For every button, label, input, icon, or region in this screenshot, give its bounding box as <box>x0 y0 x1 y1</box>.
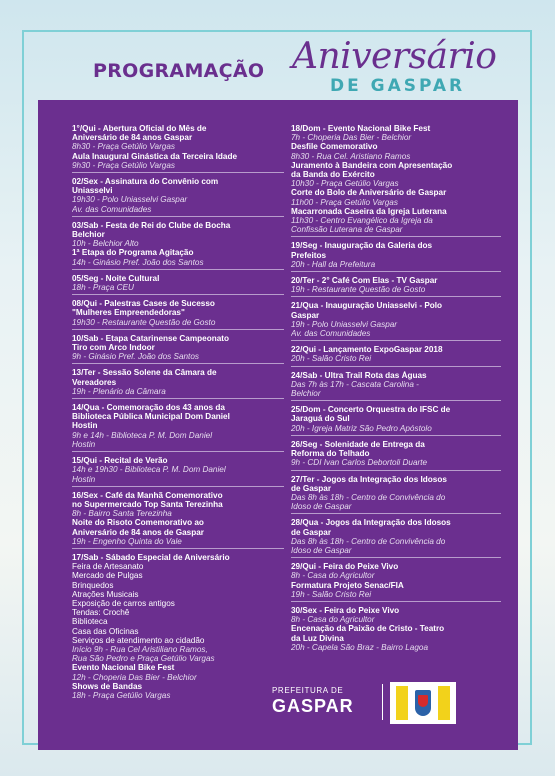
event-detail-line: 9h30 - Praça Getúlio Vargas <box>72 160 176 170</box>
event-detail-line: Das 8h às 18h - Centro de Convivência do <box>291 536 446 546</box>
event-detail-line: 10h - Belchior Alto <box>72 239 139 249</box>
event-title-line: Belchior <box>72 230 105 240</box>
event-item <box>72 334 284 365</box>
event-item <box>291 301 501 341</box>
event-detail-line: Das 8h às 18h - Centro de Convivência do <box>291 492 446 502</box>
event-title-line: Gaspar <box>291 310 320 320</box>
event-detail-line: Início 9h - Rua Cel Aristiliano Ramos, <box>72 644 208 654</box>
event-title-line: Encenação da Paixão de Cristo - Teatro <box>291 624 445 634</box>
event-title-line: de Gaspar <box>291 483 332 493</box>
event-item <box>291 440 501 471</box>
event-item <box>291 124 501 237</box>
event-activity-line: Serviços de atendimento ao cidadão <box>72 635 205 645</box>
footer-logo <box>272 682 472 728</box>
event-title-line: 16/Sex - Café da Manhã Comemorativo <box>72 490 223 500</box>
event-detail-line: 9h - CDI Ivan Carlos Debortoli Duarte <box>291 458 428 468</box>
event-detail-line: 11h00 - Praça Getúlio Vargas <box>291 197 398 207</box>
left-column <box>72 124 284 706</box>
event-title-line: 1ª Etapa do Programa Agitação <box>72 248 194 258</box>
event-title-line: Vereadores <box>72 377 117 387</box>
event-title-line: Biblioteca Pública Municipal Dom Daniel <box>72 412 230 422</box>
event-activity-line: Mercado de Pulgas <box>72 571 143 581</box>
event-activity-line: Casa das Oficinas <box>72 626 139 636</box>
event-detail-line: 9h - Ginásio Pref. João dos Santos <box>72 352 199 362</box>
event-title-line: da Banda do Exército <box>291 170 375 180</box>
event-title-line: 26/Seg - Solenidade de Entrega da <box>291 439 425 449</box>
header <box>0 0 555 100</box>
logo-divider <box>382 684 383 720</box>
prefeitura-label: PREFEITURA DE <box>272 686 344 695</box>
event-title-line: 17/Sab - Sábado Especial de Aniversário <box>72 552 230 562</box>
event-detail-line: Hostin <box>72 439 96 449</box>
event-title-line: 14/Qua - Comemoração dos 43 anos da <box>72 403 225 413</box>
event-item <box>291 405 501 436</box>
event-detail-line: 8h - Bairro Santa Terezinha <box>72 509 172 519</box>
event-detail-line: 11h30 - Centro Evangélico da Igreja da <box>291 216 433 226</box>
event-item <box>72 177 284 217</box>
event-title-line: 02/Sex - Assinatura do Convênio com <box>72 177 219 187</box>
event-title-line: 05/Seg - Noite Cultural <box>72 273 160 283</box>
event-title-line: 20/Ter - 2° Café Com Elas - TV Gaspar <box>291 276 438 286</box>
event-detail-line: 8h30 - Praça Getúlio Vargas <box>72 142 176 152</box>
de-gaspar-title: DE GASPAR <box>330 76 466 96</box>
event-item <box>72 368 284 399</box>
event-activity-line: Biblioteca <box>72 617 108 627</box>
event-title-line: de Gaspar <box>291 527 332 537</box>
event-detail-line: Belchior <box>291 389 321 399</box>
event-title-line: Formatura Projeto Senac/FIA <box>291 580 404 590</box>
event-item <box>291 475 501 515</box>
event-activity-line: Atrações Musicais <box>72 589 139 599</box>
event-item <box>72 403 284 452</box>
event-detail-line: 8h - Casa do Agricultor <box>291 615 375 625</box>
event-detail-line: 19h - Polo Uniasselvi Gaspar <box>291 319 398 329</box>
gaspar-label: GASPAR <box>272 696 354 716</box>
event-item <box>291 345 501 366</box>
programacao-title: PROGRAMAÇÃO <box>93 60 265 82</box>
event-detail-line: 7h - Choperia Das Bier - Belchior <box>291 133 412 143</box>
event-title-line: 27/Ter - Jogos da Integração dos Idosos <box>291 474 447 484</box>
event-title-line: Uniasselvi <box>72 186 113 196</box>
event-activity-line: Brinquedos <box>72 580 114 590</box>
aniversario-title: Aniversário <box>292 36 497 77</box>
event-detail-line: 19h - Salão Cristo Rei <box>291 589 372 599</box>
event-title-line: Prefeitos <box>291 250 327 260</box>
event-title-line: 10/Sab - Etapa Catarinense Campeonato <box>72 333 229 343</box>
event-title-line: 1°/Qui - Abertura Oficial do Mês de <box>72 124 207 133</box>
event-detail-line: Idoso de Gaspar <box>291 502 352 512</box>
event-item <box>72 124 284 173</box>
event-title-line: Tiro com Arco Indoor <box>72 343 155 353</box>
event-title-line: Aula Inaugural Ginástica da Terceira Idade <box>72 151 238 161</box>
event-title-line: 13/Ter - Sessão Solene da Câmara de <box>72 368 217 378</box>
event-title-line: no Supermercado Top Santa Terezinha <box>72 499 223 509</box>
event-item <box>291 276 501 297</box>
event-title-line: 30/Sex - Feira do Peixe Vivo <box>291 605 400 615</box>
event-item <box>72 274 284 295</box>
event-title-line: 15/Qui - Recital de Verão <box>72 456 168 466</box>
event-title-line: 19/Seg - Inauguração da Galeria dos <box>291 241 433 251</box>
event-detail-line: 12h - Choperia Das Bier - Belchior <box>72 672 197 682</box>
event-title-line: 22/Qui - Lançamento ExpoGaspar 2018 <box>291 345 443 355</box>
event-item <box>72 221 284 270</box>
city-flag-icon <box>390 682 456 724</box>
event-item <box>72 456 284 487</box>
event-detail-line: 20h - Igreja Matriz São Pedro Apóstolo <box>291 423 432 433</box>
event-title-line: da Luz Divina <box>291 633 344 643</box>
right-column <box>291 124 501 658</box>
schedule-panel <box>38 100 518 750</box>
event-title-line: Reforma do Telhado <box>291 449 370 459</box>
event-detail-line: 20h - Hall da Prefeitura <box>291 259 376 269</box>
event-title-line: Aniversário de 84 anos de Gaspar <box>72 527 204 537</box>
event-title-line: Shows de Bandas <box>72 681 143 691</box>
event-activity-line: Exposição de carros antigos <box>72 598 175 608</box>
event-item <box>291 518 501 558</box>
event-item <box>291 371 501 402</box>
event-detail-line: 19h30 - Restaurante Questão de Gosto <box>72 317 216 327</box>
event-activity-line: Tendas: Crochê <box>72 608 130 618</box>
event-detail-line: 19h - Restaurante Questão de Gosto <box>291 285 426 295</box>
event-detail-line: 18h - Praça CEU <box>72 283 134 293</box>
event-detail-line: Av. das Comunidades <box>72 204 152 214</box>
event-title-line: 29/Qui - Feira do Peixe Vivo <box>291 562 399 572</box>
event-title-line: 21/Qua - Inauguração Uniasselvi - Polo <box>291 301 443 311</box>
event-detail-line: 8h - Casa do Agricultor <box>291 571 375 581</box>
event-item <box>291 606 501 654</box>
event-title-line: "Mulheres Empreendedoras" <box>72 308 185 318</box>
event-detail-line: 9h e 14h - Biblioteca P. M. Dom Daniel <box>72 430 213 440</box>
event-detail-line: 10h30 - Praça Getúlio Vargas <box>291 179 399 189</box>
event-item <box>291 241 501 272</box>
event-detail-line: Confissão Luterana de Gaspar <box>291 225 403 235</box>
event-title-line: 25/Dom - Concerto Orquestra do IFSC de <box>291 405 451 415</box>
event-detail-line: Das 7h às 17h - Cascata Carolina - <box>291 379 419 389</box>
event-activity-line: Feira de Artesanato <box>72 562 144 572</box>
event-title-line: 24/Sab - Ultra Trail Rota das Águas <box>291 370 427 380</box>
event-detail-line: 19h - Plenário da Câmara <box>72 386 166 396</box>
event-item <box>72 491 284 549</box>
event-detail-line: Hostin <box>72 474 96 484</box>
event-title-line: Evento Nacional Bike Fest <box>72 663 175 673</box>
event-title-line: 03/Sab - Festa de Rei do Clube de Bocha <box>72 220 231 230</box>
event-detail-line: 8h30 - Rua Cel. Aristiano Ramos <box>291 151 411 161</box>
event-item <box>291 562 501 602</box>
event-title-line: 18/Dom - Evento Nacional Bike Fest <box>291 124 431 133</box>
event-title-line: Desfile Comemorativo <box>291 142 378 152</box>
event-detail-line: Idoso de Gaspar <box>291 545 352 555</box>
event-title-line: Macarronada Caseira da Igreja Luterana <box>291 206 447 216</box>
event-title-line: Hostin <box>72 421 98 431</box>
event-detail-line: 14h - Ginásio Pref. João dos Santos <box>72 257 204 267</box>
event-title-line: 28/Qua - Jogos da Integração dos Idosos <box>291 518 451 528</box>
event-detail-line: 20h - Salão Cristo Rei <box>291 354 372 364</box>
event-item <box>72 299 284 330</box>
event-title-line: Juramento à Bandeira com Apresentação <box>291 160 453 170</box>
event-title-line: Aniversário de 84 anos Gaspar <box>72 133 193 143</box>
event-title-line: 08/Qui - Palestras Cases de Sucesso <box>72 299 215 309</box>
event-title-line: Corte do Bolo de Aniversário de Gaspar <box>291 188 447 198</box>
event-detail-line: Rua São Pedro e Praça Getúlio Vargas <box>72 654 215 664</box>
event-detail-line: 14h e 19h30 - Biblioteca P. M. Dom Daniel <box>72 465 226 475</box>
event-item <box>72 553 284 702</box>
event-detail-line: 18h - Praça Getúlio Vargas <box>72 690 171 700</box>
event-detail-line: 19h - Engenho Quinta do Vale <box>72 536 182 546</box>
event-title-line: Jaraguá do Sul <box>291 414 350 424</box>
event-detail-line: 20h - Capela São Braz - Bairro Lagoa <box>291 642 428 652</box>
event-detail-line: Av. das Comunidades <box>291 329 371 339</box>
event-title-line: Noite do Risoto Comemorativo ao <box>72 518 204 528</box>
event-detail-line: 19h30 - Polo Uniasselvi Gaspar <box>72 195 188 205</box>
